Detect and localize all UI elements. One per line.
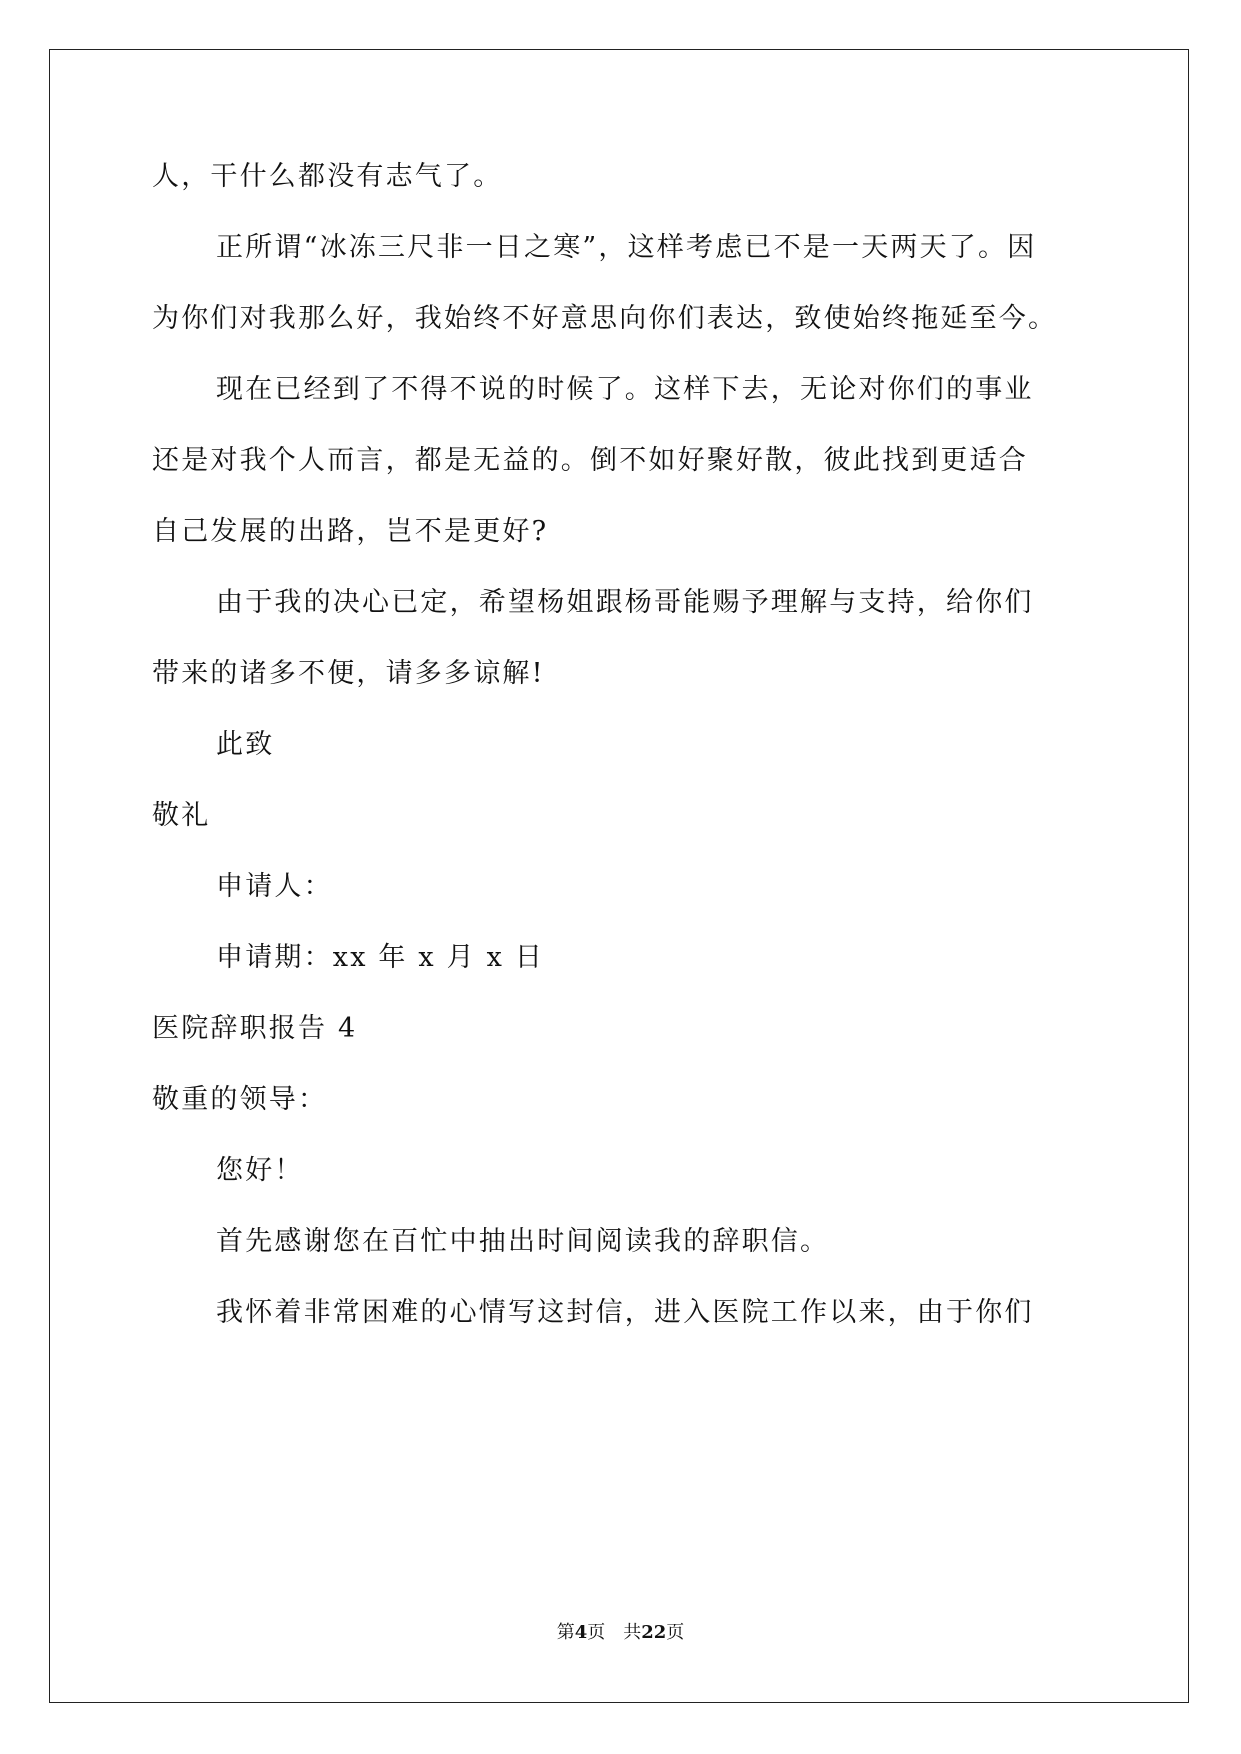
page-total: 22 xyxy=(641,1622,667,1643)
text-line: 首先感谢您在百忙中抽出时间阅读我的辞职信。 xyxy=(216,1226,830,1257)
text-line: 带来的诸多不便，请多多谅解! xyxy=(152,658,545,689)
date-line: 申请期：xx 年 x 月 x 日 xyxy=(216,942,545,973)
text-line: 现在已经到了不得不说的时候了。这样下去，无论对你们的事业 xyxy=(216,374,1034,405)
text-line: 我怀着非常困难的心情写这封信，进入医院工作以来，由于你们 xyxy=(216,1297,1034,1328)
closing-salutation: 敬礼 xyxy=(152,800,211,831)
page-footer xyxy=(0,1621,1241,1645)
total-prefix: 共 xyxy=(623,1622,642,1643)
text-line: 还是对我个人而言，都是无益的。倒不如好聚好散，彼此找到更适合 xyxy=(152,445,1028,476)
text-line: 自己发展的出路，岂不是更好? xyxy=(152,516,549,547)
page-unit: 页 xyxy=(587,1622,606,1643)
page-prefix: 第 xyxy=(556,1622,575,1643)
closing-phrase: 此致 xyxy=(216,729,275,760)
text-line: 正所谓“冰冻三尺非一日之寒”，这样考虑已不是一天两天了。因 xyxy=(216,232,1037,263)
applicant-line: 申请人： xyxy=(216,871,333,902)
text-line: 人，干什么都没有志气了。 xyxy=(152,161,503,192)
greeting-line: 敬重的领导： xyxy=(152,1084,328,1115)
text-line: 由于我的决心已定，希望杨姐跟杨哥能赐予理解与支持，给你们 xyxy=(216,587,1034,618)
greeting-hello: 您好！ xyxy=(216,1155,304,1186)
page-current: 4 xyxy=(574,1622,588,1643)
text-line: 为你们对我那么好，我始终不好意思向你们表达，致使始终拖延至今。 xyxy=(152,303,1058,334)
total-unit: 页 xyxy=(666,1622,685,1643)
section-title: 医院辞职报告 4 xyxy=(152,1013,358,1044)
